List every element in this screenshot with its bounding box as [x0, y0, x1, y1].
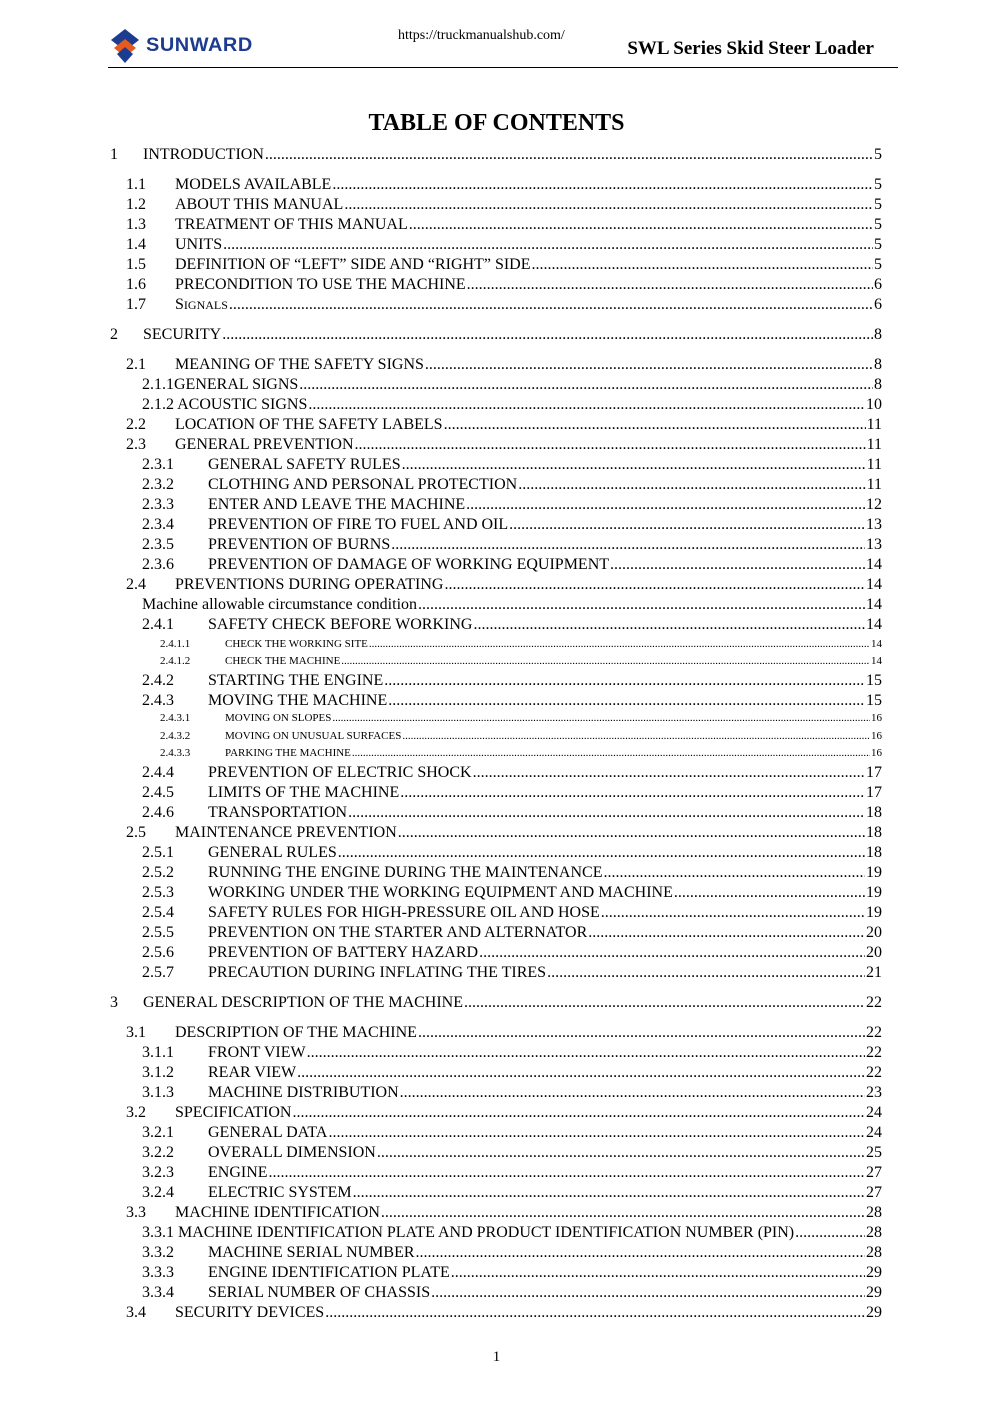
- toc-dot-leader: [269, 1164, 865, 1182]
- toc-entry-page: 28: [866, 1224, 882, 1241]
- toc-dot-leader: [588, 924, 865, 942]
- toc-entry-page: 24: [866, 1104, 882, 1121]
- toc-entry[interactable]: [110, 1024, 882, 1042]
- toc-dot-leader: [400, 784, 865, 802]
- document-title: SWL Series Skid Steer Loader: [627, 38, 874, 59]
- toc-entry[interactable]: [110, 804, 882, 822]
- toc-entry-number: 2.4.3.1: [160, 712, 191, 724]
- toc-entry-number: 2.4.2: [142, 672, 174, 689]
- toc-entry-number: 2.4.4: [142, 764, 174, 781]
- toc-entry-title: Machine allowable circumstance condition: [142, 596, 418, 613]
- toc-entry[interactable]: [110, 672, 882, 690]
- toc-entry[interactable]: [110, 516, 882, 534]
- toc-entry[interactable]: [110, 1184, 882, 1202]
- toc-entry-page: 8: [874, 356, 882, 373]
- toc-entry-number: 3.2.4: [142, 1184, 174, 1201]
- toc-entry-page: 22: [866, 1024, 882, 1041]
- toc-entry-page: 20: [866, 944, 882, 961]
- toc-entry-number: 3.1: [126, 1024, 146, 1041]
- toc-entry-page: 20: [866, 924, 882, 941]
- toc-entry-number: 1: [110, 146, 118, 163]
- toc-entry-title: MOVING ON SLOPES: [225, 712, 332, 724]
- toc-entry-title: WORKING UNDER THE WORKING EQUIPMENT AND MACHINE: [208, 884, 673, 901]
- toc-entry[interactable]: [110, 146, 882, 164]
- toc-dot-leader: [355, 436, 866, 454]
- toc-entry-page: 5: [874, 216, 882, 233]
- toc-entry[interactable]: [110, 176, 882, 194]
- toc-entry-number: 2.4: [126, 576, 146, 593]
- toc-dot-leader: [297, 1064, 865, 1082]
- toc-entry-page: 16: [871, 730, 882, 742]
- toc-entry-number: 3.1.2: [142, 1064, 174, 1081]
- toc-entry[interactable]: [110, 596, 882, 614]
- toc-entry-number: 2.5: [126, 824, 146, 841]
- toc-entry[interactable]: [110, 824, 882, 842]
- toc-dot-leader: [473, 764, 865, 782]
- toc-entry-number: 2.4.1.1: [160, 638, 191, 650]
- toc-dot-leader: [795, 1224, 865, 1242]
- toc-dot-leader: [328, 1124, 865, 1142]
- toc-entry[interactable]: [110, 376, 882, 394]
- toc-entry-number: 2.4.1.2: [160, 655, 191, 667]
- toc-entry[interactable]: [110, 692, 882, 710]
- toc-entry-page: 14: [866, 616, 882, 633]
- toc-entry[interactable]: [110, 436, 882, 454]
- toc-entry[interactable]: [110, 296, 882, 314]
- toc-dot-leader: [402, 730, 870, 742]
- toc-dot-leader: [479, 944, 865, 962]
- toc-entry[interactable]: [110, 356, 882, 374]
- toc-dot-leader: [431, 1284, 865, 1302]
- toc-entry-page: 5: [874, 196, 882, 213]
- toc-entry-number: 2.3: [126, 436, 146, 453]
- toc-entry-page: 22: [866, 994, 882, 1011]
- toc-entry-title: SECURITY: [143, 326, 222, 343]
- toc-entry-title: RUNNING THE ENGINE DURING THE MAINTENANCE: [208, 864, 603, 881]
- toc-dot-leader: [603, 864, 865, 882]
- toc-entry-title: OVERALL DIMENSION: [208, 1144, 376, 1161]
- toc-entry[interactable]: [110, 326, 882, 344]
- toc-entry-number: 1.3: [126, 216, 146, 233]
- toc-entry[interactable]: [110, 924, 882, 942]
- toc-entry[interactable]: [110, 536, 882, 554]
- toc-entry-page: 22: [866, 1064, 882, 1081]
- toc-dot-leader: [341, 655, 870, 667]
- toc-dot-leader: [444, 576, 865, 594]
- toc-entry-page: 14: [866, 556, 882, 573]
- toc-dot-leader: [610, 556, 865, 574]
- toc-entry-number: 3.3.2: [142, 1244, 174, 1261]
- toc-entry-page: 21: [866, 964, 882, 981]
- toc-entry[interactable]: [110, 655, 882, 667]
- toc-entry-page: 14: [871, 655, 882, 667]
- toc-entry-title: LOCATION OF THE SAFETY LABELS: [175, 416, 443, 433]
- toc-dot-leader: [381, 1204, 865, 1222]
- toc-entry-title: INTRODUCTION: [143, 146, 264, 163]
- toc-dot-leader: [402, 456, 866, 474]
- toc-entry[interactable]: [110, 416, 882, 434]
- toc-dot-leader: [409, 216, 873, 234]
- toc-entry-page: 6: [874, 276, 882, 293]
- toc-entry-number: 2.3.4: [142, 516, 174, 533]
- toc-entry-page: 18: [866, 824, 882, 841]
- toc-entry-title: 2.1.2 ACOUSTIC SIGNS: [142, 396, 308, 413]
- toc-entry-number: 2.3.3: [142, 496, 174, 513]
- toc-entry[interactable]: [110, 638, 882, 650]
- toc-dot-leader: [444, 416, 866, 434]
- toc-entry-title: PARKING THE MACHINE: [225, 747, 351, 759]
- toc-entry-title: CLOTHING AND PERSONAL PROTECTION: [208, 476, 518, 493]
- toc-entry-page: 17: [866, 764, 882, 781]
- toc-entry-title: SPECIFICATION: [175, 1104, 292, 1121]
- toc-entry-number: 3.3.3: [142, 1264, 174, 1281]
- toc-entry-page: 18: [866, 804, 882, 821]
- toc-entry[interactable]: [110, 256, 882, 274]
- toc-entry-number: 2.4.3.3: [160, 747, 191, 759]
- toc-dot-leader: [674, 884, 865, 902]
- toc-entry-title: GENERAL RULES: [208, 844, 337, 861]
- toc-dot-leader: [352, 747, 870, 759]
- toc-dot-leader: [425, 356, 873, 374]
- toc-entry[interactable]: [110, 1204, 882, 1222]
- toc-entry-title: ENGINE IDENTIFICATION PLATE: [208, 1264, 450, 1281]
- toc-entry-page: 5: [874, 146, 882, 163]
- toc-entry[interactable]: [110, 616, 882, 634]
- toc-dot-leader: [353, 1184, 865, 1202]
- toc-entry-page: 8: [874, 376, 882, 393]
- toc-entry[interactable]: [110, 784, 882, 802]
- toc-entry-title: SIGNALS: [175, 296, 228, 313]
- toc-entry-title: PREVENTION OF FIRE TO FUEL AND OIL: [208, 516, 509, 533]
- toc-entry-title: MACHINE DISTRIBUTION: [208, 1084, 399, 1101]
- toc-entry-title: PREVENTION OF DAMAGE OF WORKING EQUIPMENT: [208, 556, 610, 573]
- toc-entry-title: 2.1.1GENERAL SIGNS: [142, 376, 299, 393]
- toc-entry[interactable]: [110, 844, 882, 862]
- toc-entry-title: STARTING THE ENGINE: [208, 672, 384, 689]
- toc-entry[interactable]: [110, 864, 882, 882]
- toc-dot-leader: [332, 176, 873, 194]
- toc-entry[interactable]: [110, 196, 882, 214]
- toc-entry-page: 24: [866, 1124, 882, 1141]
- toc-entry-number: 2.3.5: [142, 536, 174, 553]
- toc-dot-leader: [398, 824, 865, 842]
- toc-entry-title: DEFINITION OF “LEFT” SIDE AND “RIGHT” SIDE: [175, 256, 531, 273]
- toc-entry-number: 2.4.6: [142, 804, 174, 821]
- toc-entry[interactable]: [110, 496, 882, 514]
- toc-entry-title: UNITS: [175, 236, 223, 253]
- toc-entry[interactable]: [110, 1284, 882, 1302]
- toc-entry[interactable]: [110, 1144, 882, 1162]
- toc-entry-page: 22: [866, 1044, 882, 1061]
- toc-entry-page: 6: [874, 296, 882, 313]
- toc-entry-page: 27: [866, 1164, 882, 1181]
- toc-entry-number: 2: [110, 326, 118, 343]
- toc-entry-page: 11: [866, 416, 882, 433]
- toc-entry-page: 5: [874, 176, 882, 193]
- toc-entry-number: 2.5.1: [142, 844, 174, 861]
- toc-entry-page: 12: [866, 496, 882, 513]
- toc-entry-number: 1.4: [126, 236, 146, 253]
- toc-entry[interactable]: [110, 1084, 882, 1102]
- toc-heading: TABLE OF CONTENTS: [368, 110, 625, 136]
- toc-entry-page: 13: [866, 516, 882, 533]
- toc-entry-title: TREATMENT OF THIS MANUAL: [175, 216, 408, 233]
- toc-entry-number: 2.4.1: [142, 616, 174, 633]
- toc-entry-page: 5: [874, 256, 882, 273]
- toc-entry-page: 28: [866, 1244, 882, 1261]
- toc-entry-title: PRECAUTION DURING INFLATING THE TIRES: [208, 964, 547, 981]
- toc-entry-number: 2.5.6: [142, 944, 174, 961]
- toc-entry-page: 15: [866, 692, 882, 709]
- toc-entry-page: 11: [866, 456, 882, 473]
- toc-entry-title: SAFETY CHECK BEFORE WORKING: [208, 616, 473, 633]
- toc-entry[interactable]: [110, 276, 882, 294]
- toc-entry-page: 18: [866, 844, 882, 861]
- toc-entry-title: ENGINE: [208, 1164, 268, 1181]
- toc-entry[interactable]: [110, 1064, 882, 1082]
- toc-dot-leader: [229, 296, 873, 314]
- toc-entry-title: ENTER AND LEAVE THE MACHINE: [208, 496, 466, 513]
- toc-entry[interactable]: [110, 730, 882, 742]
- toc-entry[interactable]: [110, 216, 882, 234]
- toc-entry-title: MOVING THE MACHINE: [208, 692, 388, 709]
- toc-entry[interactable]: [110, 764, 882, 782]
- toc-entry[interactable]: [110, 904, 882, 922]
- toc-entry[interactable]: [110, 994, 882, 1012]
- toc-entry-title: SERIAL NUMBER OF CHASSIS: [208, 1284, 431, 1301]
- toc-entry[interactable]: [110, 884, 882, 902]
- toc-entry-title: MAINTENANCE PREVENTION: [175, 824, 397, 841]
- toc-dot-leader: [307, 1044, 865, 1062]
- toc-entry-page: 17: [866, 784, 882, 801]
- toc-entry-number: 3.2.3: [142, 1164, 174, 1181]
- toc-entry[interactable]: [110, 556, 882, 574]
- toc-entry-title: PREVENTION OF ELECTRIC SHOCK: [208, 764, 472, 781]
- toc-entry-title: GENERAL SAFETY RULES: [208, 456, 401, 473]
- toc-entry-page: 23: [866, 1084, 882, 1101]
- toc-entry-title: PREVENTIONS DURING OPERATING: [175, 576, 444, 593]
- toc-dot-leader: [466, 496, 865, 514]
- toc-entry-title: CHECK THE WORKING SITE: [225, 638, 368, 650]
- toc-entry-number: 3.3: [126, 1204, 146, 1221]
- toc-entry-title: MACHINE SERIAL NUMBER: [208, 1244, 415, 1261]
- toc-entry-page: 19: [866, 884, 882, 901]
- toc-dot-leader: [332, 712, 870, 724]
- source-url[interactable]: https://truckmanualshub.com/: [398, 28, 565, 43]
- toc-entry-number: 3: [110, 994, 118, 1011]
- toc-entry-page: 29: [866, 1304, 882, 1321]
- toc-entry-page: 16: [871, 747, 882, 759]
- toc-dot-leader: [344, 196, 873, 214]
- toc-entry-number: 2.4.3.2: [160, 730, 191, 742]
- toc-entry[interactable]: [110, 1304, 882, 1322]
- toc-entry-page: 13: [866, 536, 882, 553]
- toc-entry-title: MODELS AVAILABLE: [175, 176, 332, 193]
- page-number: 1: [492, 1349, 501, 1365]
- toc-entry-title: TRANSPORTATION: [208, 804, 348, 821]
- toc-entry-page: 8: [874, 326, 882, 343]
- toc-entry-number: 2.5.5: [142, 924, 174, 941]
- toc-entry[interactable]: [110, 1164, 882, 1182]
- toc-dot-leader: [308, 396, 865, 414]
- toc-dot-leader: [369, 638, 870, 650]
- toc-entry-title: ELECTRIC SYSTEM: [208, 1184, 352, 1201]
- toc-dot-leader: [348, 804, 865, 822]
- toc-dot-leader: [451, 1264, 865, 1282]
- toc-entry[interactable]: [110, 1244, 882, 1262]
- toc-entry-number: 1.1: [126, 176, 146, 193]
- toc-dot-leader: [473, 616, 865, 634]
- toc-entry-number: 2.5.2: [142, 864, 174, 881]
- toc-entry-title: DESCRIPTION OF THE MACHINE: [175, 1024, 417, 1041]
- toc-entry-number: 2.5.4: [142, 904, 174, 921]
- toc-dot-leader: [547, 964, 865, 982]
- toc-dot-leader: [400, 1084, 865, 1102]
- sunward-logo-icon: [108, 27, 142, 65]
- toc-entry[interactable]: [110, 747, 882, 759]
- toc-entry-number: 2.4.5: [142, 784, 174, 801]
- toc-dot-leader: [391, 536, 865, 554]
- toc-entry[interactable]: [110, 476, 882, 494]
- toc-entry-page: 15: [866, 672, 882, 689]
- toc-entry-number: 1.5: [126, 256, 146, 273]
- toc-entry[interactable]: [110, 456, 882, 474]
- toc-entry[interactable]: [110, 1264, 882, 1282]
- toc-entry[interactable]: [110, 236, 882, 254]
- toc-entry-page: 5: [874, 236, 882, 253]
- toc-entry-title: PREVENTION OF BATTERY HAZARD: [208, 944, 479, 961]
- toc-entry[interactable]: [110, 1224, 882, 1242]
- toc-dot-leader: [467, 276, 873, 294]
- toc-entry-page: 19: [866, 904, 882, 921]
- toc-entry-number: 2.1: [126, 356, 146, 373]
- toc-entry-page: 14: [871, 638, 882, 650]
- toc-entry-page: 14: [866, 596, 882, 613]
- toc-entry-title: SECURITY DEVICES: [175, 1304, 325, 1321]
- toc-entry[interactable]: [110, 1104, 882, 1122]
- toc-entry-number: 1.6: [126, 276, 146, 293]
- toc-entry-title: REAR VIEW: [208, 1064, 297, 1081]
- toc-entry-page: 16: [871, 712, 882, 724]
- toc-entry-page: 10: [866, 396, 882, 413]
- toc-dot-leader: [416, 1244, 865, 1262]
- toc-dot-leader: [388, 692, 865, 710]
- toc-entry[interactable]: [110, 712, 882, 724]
- toc-entry-number: 2.5.3: [142, 884, 174, 901]
- toc-dot-leader: [509, 516, 865, 534]
- toc-dot-leader: [299, 376, 873, 394]
- toc-entry-number: 3.2.2: [142, 1144, 174, 1161]
- brand-name: SUNWARD: [146, 35, 253, 56]
- toc-entry-title: GENERAL DESCRIPTION OF THE MACHINE: [143, 994, 463, 1011]
- toc-entry-title: 3.3.1 MACHINE IDENTIFICATION PLATE AND PRODUCT IDENTIFICATION NUMBER (PIN): [142, 1224, 795, 1241]
- toc-dot-leader: [325, 1304, 865, 1322]
- toc-entry-page: 29: [866, 1264, 882, 1281]
- toc-entry-title: MACHINE IDENTIFICATION: [175, 1204, 380, 1221]
- toc-entry-number: 3.2.1: [142, 1124, 174, 1141]
- page-header: [108, 22, 898, 68]
- toc-dot-leader: [265, 146, 873, 164]
- toc-entry-title: FRONT VIEW: [208, 1044, 306, 1061]
- toc-dot-leader: [601, 904, 865, 922]
- toc-entry[interactable]: [110, 576, 882, 594]
- toc-entry-title: PRECONDITION TO USE THE MACHINE: [175, 276, 466, 293]
- toc-dot-leader: [223, 236, 873, 254]
- toc-entry-title: CHECK THE MACHINE: [225, 655, 341, 667]
- toc-entry-number: 2.5.7: [142, 964, 174, 981]
- toc-dot-leader: [518, 476, 865, 494]
- toc-dot-leader: [418, 1024, 865, 1042]
- toc-dot-leader: [377, 1144, 865, 1162]
- toc-entry-page: 14: [866, 576, 882, 593]
- toc-dot-leader: [464, 994, 865, 1012]
- toc-entry-number: 2.3.2: [142, 476, 174, 493]
- toc-entry-number: 3.1.1: [142, 1044, 174, 1061]
- toc-entry-page: 11: [866, 436, 882, 453]
- toc-entry[interactable]: [110, 1044, 882, 1062]
- toc-dot-leader: [338, 844, 865, 862]
- toc-dot-leader: [418, 596, 865, 614]
- toc-entry-title: ABOUT THIS MANUAL: [175, 196, 344, 213]
- toc-entry-title: GENERAL PREVENTION: [175, 436, 354, 453]
- toc-entry-page: 19: [866, 864, 882, 881]
- toc-entry-title: GENERAL DATA: [208, 1124, 328, 1141]
- sunward-logo: [108, 26, 253, 66]
- toc-entry-page: 27: [866, 1184, 882, 1201]
- toc-entry-number: 3.4: [126, 1304, 146, 1321]
- toc-entry-number: 3.2: [126, 1104, 146, 1121]
- toc-entry-page: 29: [866, 1284, 882, 1301]
- toc-entry-title: SAFETY RULES FOR HIGH-PRESSURE OIL AND HOSE: [208, 904, 600, 921]
- toc-entry-title: LIMITS OF THE MACHINE: [208, 784, 400, 801]
- toc-entry-number: 2.4.3: [142, 692, 174, 709]
- toc-entry-number: 1.7: [126, 296, 146, 313]
- toc-entry-number: 3.1.3: [142, 1084, 174, 1101]
- toc-entry-number: 2.3.6: [142, 556, 174, 573]
- toc-entry-title: MEANING OF THE SAFETY SIGNS: [175, 356, 424, 373]
- toc-entry-page: 25: [866, 1144, 882, 1161]
- toc-entry-number: 3.3.4: [142, 1284, 174, 1301]
- toc-entry-number: 2.2: [126, 416, 146, 433]
- toc-entry-title: PREVENTION OF BURNS: [208, 536, 391, 553]
- toc-entry[interactable]: [110, 396, 882, 414]
- toc-dot-leader: [532, 256, 874, 274]
- toc-entry[interactable]: [110, 1124, 882, 1142]
- toc-entry-number: 1.2: [126, 196, 146, 213]
- toc-entry-title: MOVING ON UNUSUAL SURFACES: [225, 730, 402, 742]
- toc-dot-leader: [292, 1104, 865, 1122]
- toc-entry[interactable]: [110, 944, 882, 962]
- toc-entry[interactable]: [110, 964, 882, 982]
- toc-dot-leader: [222, 326, 873, 344]
- toc-entry-number: 2.3.1: [142, 456, 174, 473]
- header-divider: [108, 67, 898, 68]
- toc-entry-title: PREVENTION ON THE STARTER AND ALTERNATOR: [208, 924, 588, 941]
- toc-entry-page: 28: [866, 1204, 882, 1221]
- toc-dot-leader: [384, 672, 865, 690]
- toc-entry-page: 11: [866, 476, 882, 493]
